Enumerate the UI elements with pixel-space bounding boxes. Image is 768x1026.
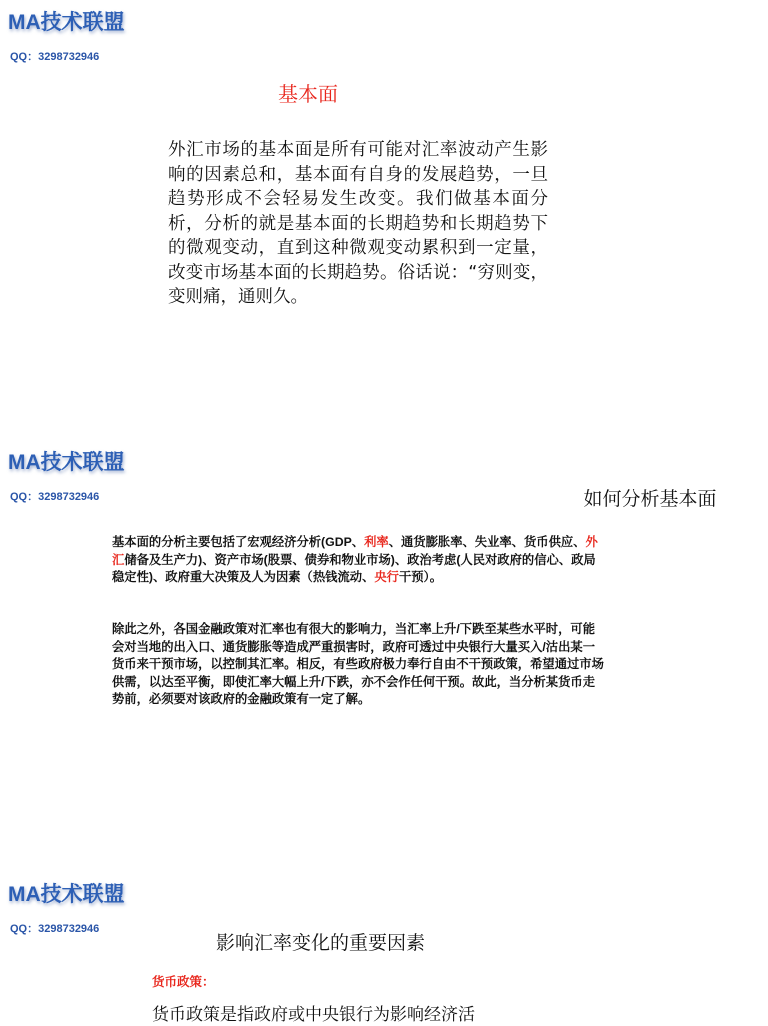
- section-subheading: 货币政策：: [152, 974, 215, 989]
- qq-contact: QQ：3298732946: [10, 491, 100, 503]
- slide-title: 基本面: [278, 82, 338, 106]
- brand-logo: MA技术联盟: [8, 882, 125, 906]
- paragraph-analysis-scope: 基本面的分析主要包括了宏观经济分析(GDP、利率、通货膨胀率、失业率、货币供应、外汇储备及生产力)、资产市场(股票、债券和物业市场)、政治考虑(人民对政府的信心、政局稳定性)、政府重大决策及人为因素（热钱流动、央行干预）。: [112, 535, 598, 584]
- slide-title: 如何分析基本面: [583, 488, 717, 510]
- slide-body-text: 外汇市场的基本面是所有可能对汇率波动产生影响的因素总和，基本面有自身的发展趋势，一旦趋势形成不会轻易发生改变。我们做基本面分析，分析的就是基本面的长期趋势和长期趋势下的微观变动，直到这种微观变动累积到一定量，改变市场基本面的长期趋势。俗话说：“穷则变，变则痛，通则久。: [168, 140, 548, 307]
- brand-logo: MA技术联盟: [8, 10, 125, 34]
- highlight-interest-rate: 利率: [364, 535, 389, 549]
- slide-how-to-analyze: [0, 440, 768, 860]
- brand-logo: MA技术联盟: [8, 450, 125, 474]
- slide-exchange-rate-factors: [0, 872, 768, 1024]
- qq-contact: QQ：3298732946: [10, 923, 100, 935]
- qq-contact: QQ：3298732946: [10, 51, 100, 63]
- paragraph-financial-policy: 除此之外，各国金融政策对汇率也有很大的影响力，当汇率上升/下跌至某些水平时，可能会对当地的出入口、通货膨胀等造成严重损害时，政府可透过中央银行大量买入/沽出某一货币来干预市场，以控制其汇率。相反，有些政府极力奉行自由不干预政策，希望通过市场供需，以达至平衡，即使汇率大幅上升/下跌，亦不会作任何干预。故此，当分析某货币走势前，必须要对该政府的金融政策有一定了解。: [112, 622, 604, 706]
- highlight-forex: 外汇: [112, 535, 598, 567]
- slide-fundamentals: [0, 0, 768, 420]
- slide-title: 影响汇率变化的重要因素: [216, 932, 426, 954]
- highlight-central-bank: 央行: [374, 570, 399, 584]
- slide-body-text: 货币政策是指政府或中央银行为影响经济活: [152, 1005, 475, 1025]
